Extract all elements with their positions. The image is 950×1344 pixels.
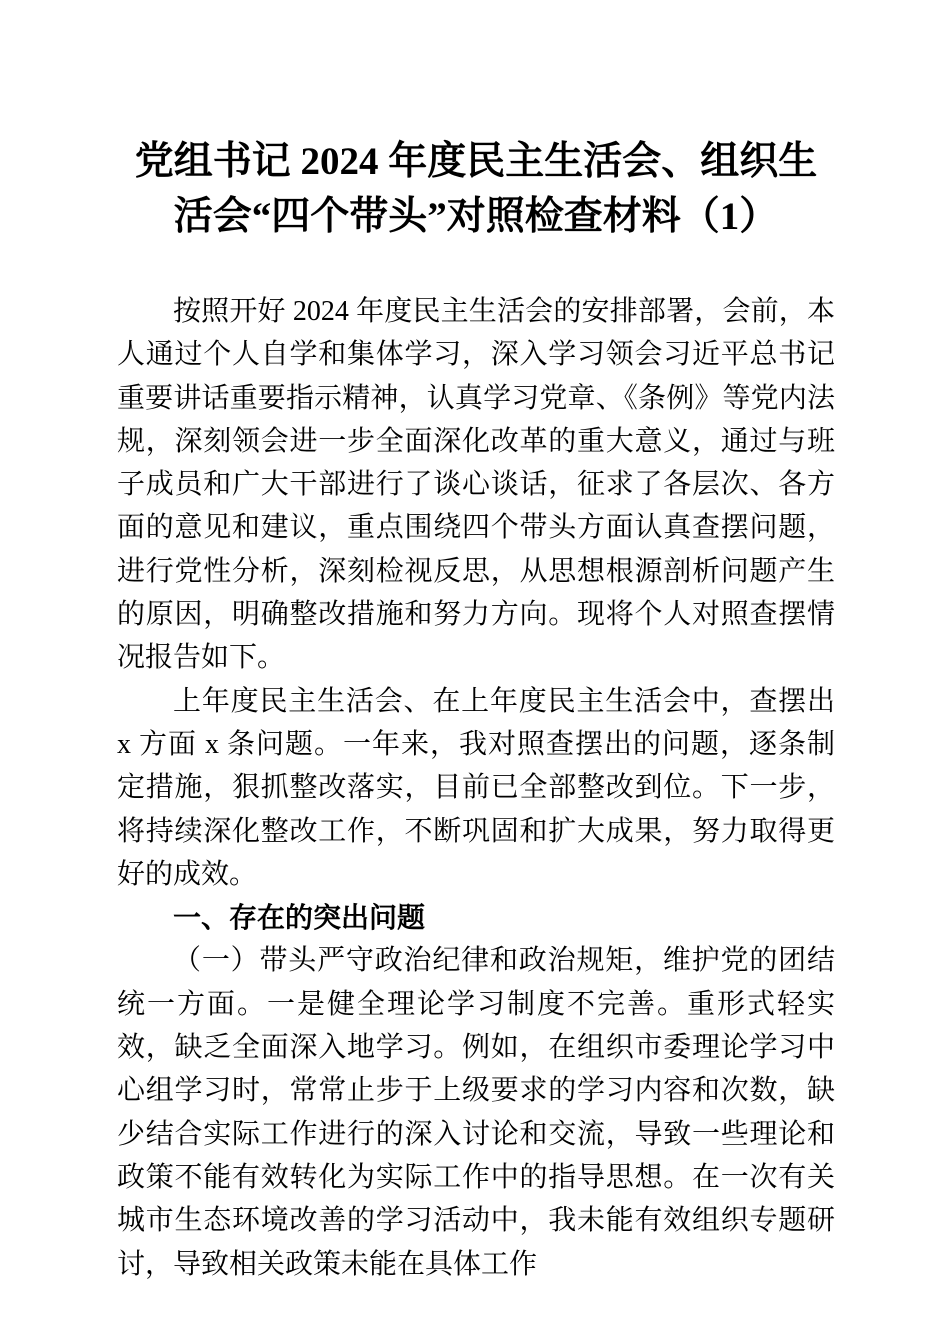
document-title: 党组书记 2024 年度民主生活会、组织生活会“四个带头”对照检查材料（1） (134, 140, 818, 238)
document-content (117, 0, 835, 1286)
previous-rectification-paragraph: 上年度民主生活会、在上年度民主生活会中，查摆出 x 方面 x 条问题。一年来，我对照查摆出的问题，逐条制定措施，狠抓整改落实，目前已全部整改到位。下一步，将持续深化整改工作，不断巩固和扩大成果，努力取得更好的成效。 (117, 685, 835, 890)
intro-paragraph: 按照开好 2024 年度民主生活会的安排部署，会前，本人通过个人自学和集体学习，深入学习领会习近平总书记重要讲话重要指示精神，认真学习党章、《条例》等党内法规，深刻领会进一步全面深化改革的重大意义，通过与班子成员和广大干部进行了谈心谈话，征求了各层次、各方面的意见和建议，重点围绕四个带头方面认真查摆问题，进行党性分析，深刻检视反思，从思想根源剖析问题产生的原因，明确整改措施和努力方向。现将个人对照查摆情况报告如下。 (117, 296, 835, 674)
section-one-paragraph: （一）带头严守政治纪律和政治规矩，维护党的团结统一方面。一是健全理论学习制度不完善。重形式轻实效，缺乏全面深入地学习。例如，在组织市委理论学习中心组学习时，常常止步于上级要求的学习内容和次数，缺少结合实际工作进行的深入讨论和交流，导致一些理论和政策不能有效转化为实际工作中的指导思想。在一次有关城市生态环境改善的学习活动中，我未能有效组织专题研讨，导致相关政策未能在具体工作 (117, 945, 835, 1280)
section-heading-problems: 一、存在的突出问题 (173, 902, 426, 934)
